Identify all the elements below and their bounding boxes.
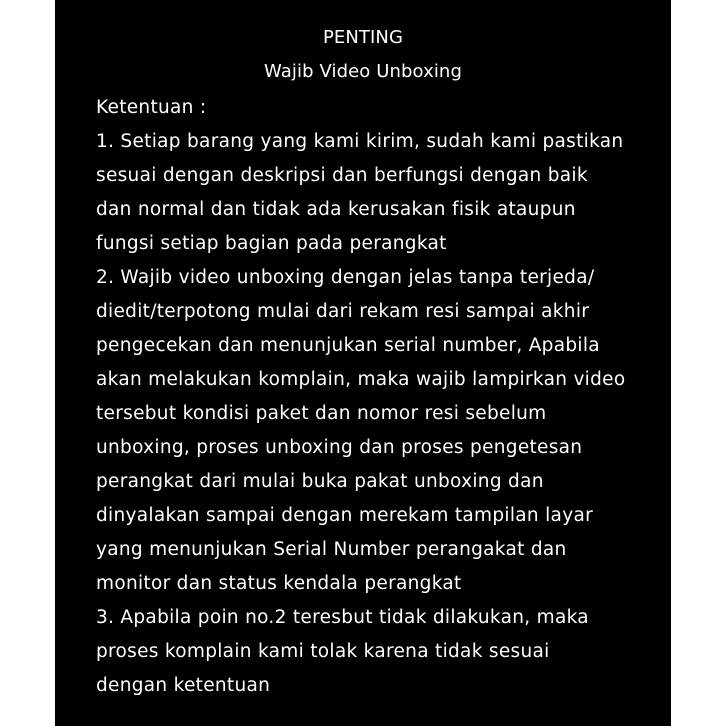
text-line: pengecekan dan menunjukan serial number, Apabila [96,335,600,356]
text-line: akan melakukan komplain, maka wajib lampirkan video [96,369,626,390]
text-line: dengan ketentuan [96,675,271,696]
text-line: fungsi setiap bagian pada perangkat [96,233,447,254]
text-line: 1. Setiap barang yang kami kirim, sudah kami pastikan [96,131,624,152]
text-line: perangkat dari mulai buka pakat unboxing dan [96,471,544,492]
text-line: yang menunjukan Serial Number perangakat dan [96,539,567,560]
notice-panel [55,0,671,726]
text-line: sesuai dengan deskripsi dan berfungsi dengan baik [96,165,588,186]
text-line: dan normal dan tidak ada kerusakan fisik ataupun [96,199,576,220]
notice-subtitle: Wajib Video Unboxing [264,61,462,82]
notice-title: PENTING [322,27,404,48]
text-line: proses komplain kami tolak karena tidak sesuai [96,641,550,662]
text-line: monitor dan status kendala perangkat [96,573,462,594]
text-line: tersebut kondisi paket dan nomor resi sebelum [96,403,547,424]
text-line: unboxing, proses unboxing dan proses pengetesan [96,437,583,458]
text-line: 3. Apabila poin no.2 teresbut tidak dilakukan, maka [96,607,589,628]
terms-heading: Ketentuan : [96,97,207,118]
text-line: dinyalakan sampai dengan merekam tampilan layar [96,505,593,526]
text-line: diedit/terpotong mulai dari rekam resi sampai akhir [96,301,590,322]
notice-body [96,91,656,703]
text-line: 2. Wajib video unboxing dengan jelas tanpa terjeda/ [96,267,595,288]
